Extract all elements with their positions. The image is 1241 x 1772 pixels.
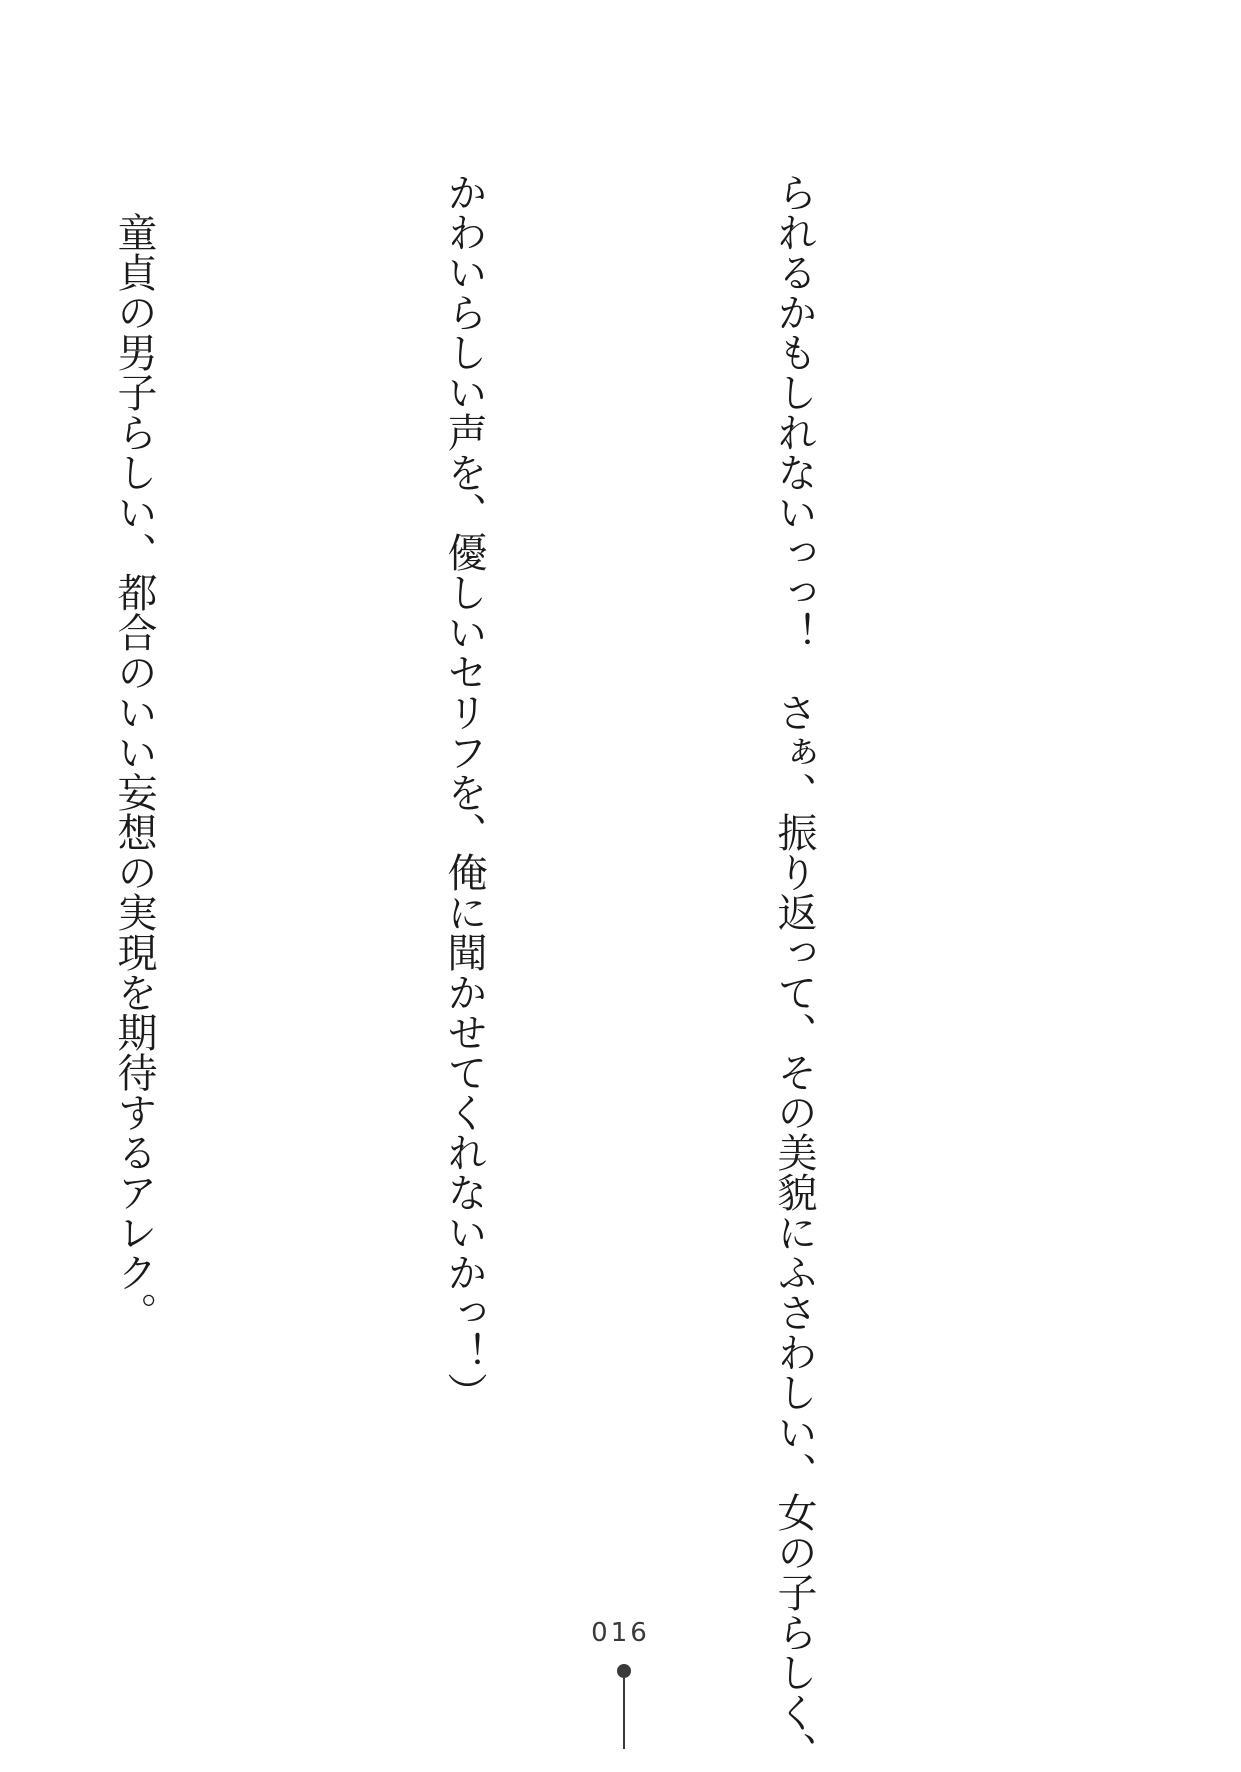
text-line: 童貞の男子らしい、都合のいい妄想の実現を期待するアレク。 [111, 172, 157, 1332]
page-number: 016 [591, 1618, 650, 1648]
page-marker-rule [623, 1678, 625, 1749]
text-line: られるかもしれないっっ！ さぁ、振り返って、その美貌にふさわしい、女の子らしく、 [771, 172, 817, 1772]
text-line: かわいらしい声を、優しいセリフを、俺に聞かせてくれないかっ！） [441, 172, 487, 1412]
page-marker-dot [617, 1664, 631, 1678]
